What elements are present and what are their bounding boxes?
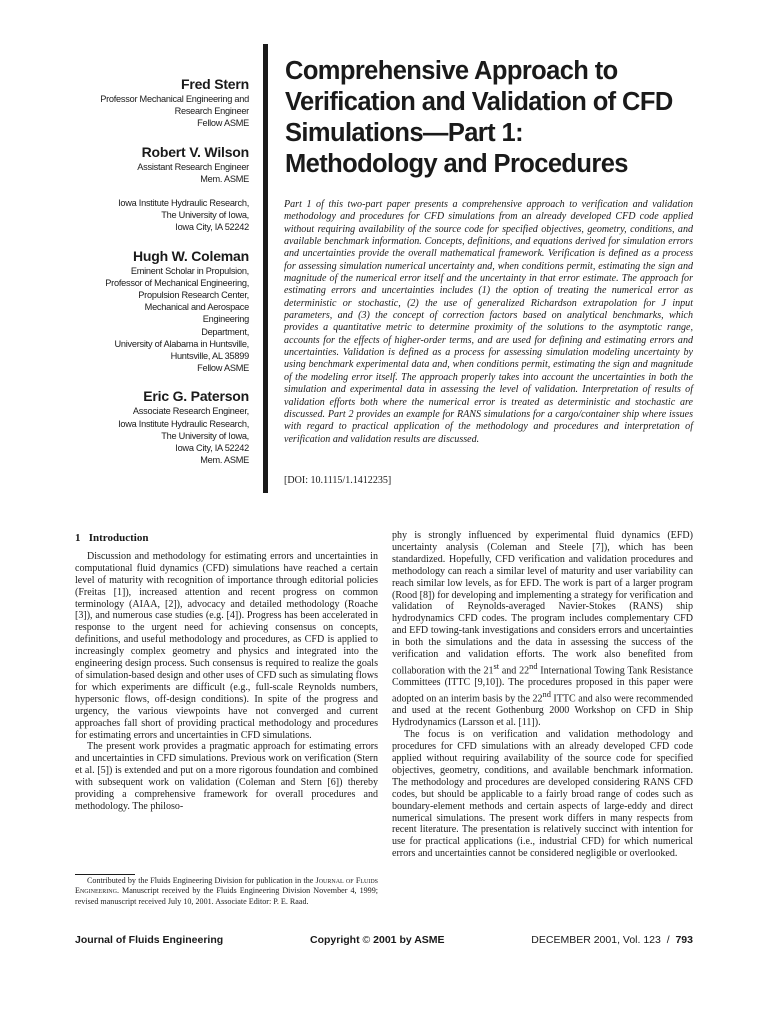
- author-block: [100, 144, 249, 185]
- author-detail: Iowa City, IA 52242: [175, 443, 249, 454]
- section-heading: [75, 533, 378, 545]
- author-detail: Assistant Research Engineer: [137, 161, 249, 172]
- paragraph: Discussion and methodology for estimating errors and uncertainties in computational fluid dynamics (CFD) simulations have reached a certain level of maturity with recognition of importance through editorial policies (Freitas [1]), increased attention and recent progress on common terminology (AIAA, [2]), advocacy and detailed methodology (Roache [3]), and numerous case studies (e.g. [4]). Progress has been accelerated in response to the urgent need for achieving consensus on concepts, definitions, and useful methodology and procedures, as CFD is applied to increasingly complex geometry and physics and integrated into the engineering design process. Such consensus is required to realize the goals of simulation-based design and other uses of CFD such as simulating flows for which experiments are difficult (e.g., full-scale Reynolds numbers, hypersonic flows, off-design conditions). In spite of the progress and urgency, the various viewpoints have not converged and current approaches fall short of providing practical methodology and procedures for estimating errors and uncertainties in CFD simulations.: [75, 550, 378, 741]
- footer-page-number: 793: [675, 934, 693, 946]
- footer-issue: DECEMBER 2001, Vol. 123: [531, 934, 661, 946]
- author-detail: Fellow ASME: [197, 363, 249, 374]
- author-detail: Propulsion Research Center,: [138, 290, 249, 301]
- author-detail: Huntsville, AL 35899: [170, 351, 249, 362]
- section-title: Introduction: [88, 532, 149, 544]
- paragraph: The focus is on verification and validation methodology and procedures for CFD simulations with an already developed CFD code applied without requiring availability of the source code for specified objectives, geometry, conditions, and available benchmark information. The methodology and procedures are developed considering RANS CFD codes, but should be applicable to a fairly broad range of codes such as boundary-element methods and certain aspects of large-eddy and direct numerical simulations. The present work differs in many respects from recent literature. The presentation is relatively succinct with intention for use for practical applications (i.e., industrial CFD) for which numerical errors and uncertainties cannot be considered negligible or overlooked.: [392, 729, 693, 860]
- footnote-journal: Journal of Fluids Engineering: [75, 876, 378, 896]
- author-detail: Department,: [201, 326, 249, 337]
- ordinal-suffix: st: [493, 661, 500, 671]
- author-detail: Fellow ASME: [197, 118, 249, 129]
- footnote-text: Contributed by the Fluids Engineering Division for publication in the: [87, 876, 316, 885]
- author-detail: Research Engineer: [174, 106, 249, 117]
- ordinal-suffix: nd: [542, 690, 551, 700]
- author-block: [100, 388, 249, 466]
- body-column-right: [392, 530, 693, 860]
- title-line: Methodology and Procedures: [285, 150, 628, 178]
- footer-copyright: [310, 934, 445, 946]
- author-block: [100, 76, 249, 130]
- author-detail: Mem. ASME: [200, 455, 249, 466]
- author-name: Fred Stern: [180, 76, 249, 92]
- author-detail: The University of Iowa,: [161, 430, 249, 441]
- author-detail: Eminent Scholar in Propulsion,: [130, 265, 249, 276]
- text-run: International Towing Tank Resistance Committees (ITTC [9,10]). The procedures proposed in this paper were adopted on an interim basis by the: [392, 665, 693, 705]
- ordinal-number: 22: [519, 665, 530, 677]
- text-run: phy is strongly influenced by experimental fluid dynamics (EFD) uncertainty analysis (Coleman and Steele [7]), which has been standardized. Hopefully, CFD verification and validation procedures and methodology can reach a similar level of maturity and user variability can reach similar low levels, as for EFD. The work is part of a larger program (Rood [8]) for developing and implementing a strategy for verification and validation of Reynolds-averaged Navier-Stokes (RANS) ship hydrodynamics CFD codes. The program includes complementary CFD and EFD towing-tank investigations and considers errors and uncertainties in both the simulations and the data in assessing the success of the verification and validation efforts. The work also benefited from collaboration with the: [392, 530, 693, 677]
- shared-affiliation: [100, 197, 249, 234]
- footer-issue-page: [531, 934, 693, 946]
- ordinal-suffix: nd: [529, 661, 538, 671]
- author-block: [100, 248, 249, 375]
- author-detail: Associate Research Engineer,: [132, 406, 249, 417]
- section-number: 1: [75, 532, 81, 544]
- paper-title: [285, 56, 705, 180]
- author-detail: Mechanical and Aerospace Engineering: [144, 302, 249, 325]
- paragraph: The present work provides a pragmatic approach for estimating errors and uncertainties in CFD simulations. Previous work on verification (Stern et al. [5]) is extended and put on a more rigorous foundation and combined with subsequent work on validation (Coleman and Stern [6]) thereby providing a comprehensive framework for overall procedures and methodology. The philoso-: [75, 741, 378, 812]
- abstract: Part 1 of this two-part paper presents a comprehensive approach to verification and validation methodology and procedures for CFD simulations from an already developed CFD code applied without requiring availability of the source code for specified objectives, geometry, conditions, and available benchmark information. Concepts, definitions, and equations derived for simulation errors and uncertainties provide the overall mathematical framework. Verification is defined as a process for assessing simulation numerical uncertainty and, when conditions permit, estimating the sign and magnitude of the numerical error itself and the uncertainty in that error estimate. The approach for estimating errors and uncertainties includes (1) the option of treating the numerical error as deterministic or stochastic, (2) the use of generalized Richardson extrapolation for J input parameters, and (3) the concept of correction factors based on analytical benchmarks, which provides a quantitative metric to determine proximity of the solutions to the asymptotic range, accounts for the effects of higher-order terms, and are used for defining and estimating errors and uncertainties. Validation is defined as a process for assessing simulation modeling uncertainty by using benchmark experimental data and, when conditions permit, estimating the sign and magnitude of the modeling error itself. The approach properly takes into account the uncertainties in both the simulation and experimental data in assessing the level of validation. Interpretation of results of validation efforts both where the numerical error is treated as deterministic and stochastic are discussed. Part 2 provides an example for RANS simulations for a cargo/container ship where issues with regard to practical application of the methodology and procedures and interpretation of verification and validation results are discussed.: [284, 199, 693, 445]
- title-divider-bar: [263, 44, 268, 493]
- author-detail: University of Alabama in Huntsville,: [114, 338, 249, 349]
- ordinal-number: 22: [532, 693, 543, 705]
- copyright-suffix: 2001 by ASME: [370, 934, 445, 946]
- copyright-symbol: ©: [362, 934, 371, 946]
- author-detail: Iowa Institute Hydraulic Research,: [118, 418, 249, 429]
- affiliation-line: Iowa City, IA 52242: [175, 222, 249, 233]
- authors-column: [100, 76, 249, 480]
- copyright-prefix: Copyright: [310, 934, 363, 946]
- author-detail: Professor Mechanical Engineering and: [100, 94, 249, 104]
- footnote-rule: [75, 874, 135, 875]
- text-run: and: [499, 665, 520, 677]
- title-line: Verification and Validation of CFD: [285, 88, 673, 116]
- doi: [DOI: 10.1115/1.1412235]: [284, 475, 392, 486]
- affiliation-line: The University of Iowa,: [161, 210, 249, 221]
- body-column-left: [75, 530, 378, 813]
- author-name: Eric G. Paterson: [143, 388, 249, 405]
- title-line: Comprehensive Approach to: [285, 57, 618, 85]
- footnote-text: . Manuscript received by the Fluids Engineering Division November 4, 1999; revised manuscript received July 10, 2001. Associate Editor: P. E. Raad.: [75, 886, 378, 906]
- footnote: [75, 876, 378, 907]
- footer-separator: /: [666, 934, 670, 946]
- title-line: Simulations—Part 1:: [285, 119, 523, 147]
- footer-journal: Journal of Fluids Engineering: [75, 934, 224, 946]
- author-detail: Mem. ASME: [200, 173, 249, 184]
- author-name: Robert V. Wilson: [141, 143, 249, 160]
- ordinal-number: 21: [483, 665, 494, 677]
- page-footer: [75, 934, 693, 948]
- text-run: ITTC and also were recommended and used at the recent Gothenburg 2000 Workshop on CFD in Ship Hydrodynamics (Larsson et al. [11]).: [392, 693, 693, 729]
- affiliation-line: Iowa Institute Hydraulic Research,: [118, 198, 249, 209]
- paragraph: [392, 530, 693, 729]
- author-name: Hugh W. Coleman: [132, 247, 249, 264]
- author-detail: Professor of Mechanical Engineering,: [105, 277, 249, 288]
